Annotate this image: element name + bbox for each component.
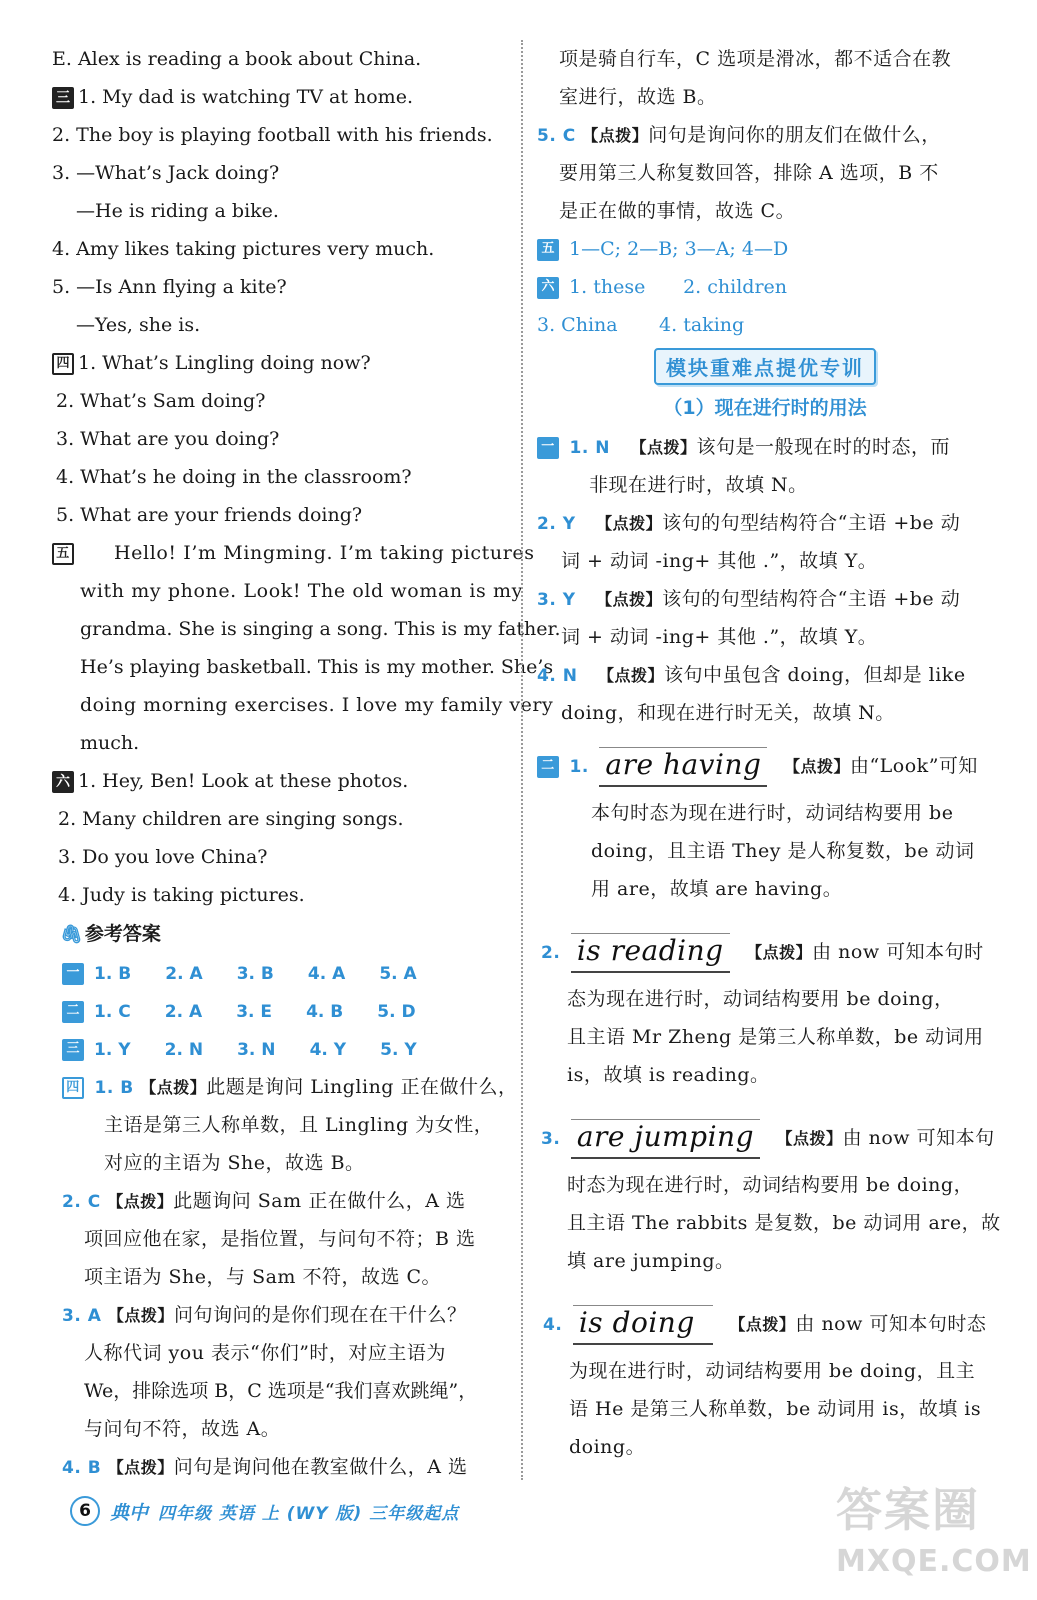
sec4-answer-2-cont: 项回应他在家，是指位置，与问句不符；B 选 [84, 1228, 476, 1250]
sec4-line-2: 2. What’s Sam doing? [56, 390, 266, 412]
sec4-answer-5: 5. C 【点拨】问句是询问你的朋友们在做什么， [537, 124, 941, 146]
sec4-answer-1-cont: 主语是第三人称单数，且 Lingling 为女性， [104, 1114, 494, 1136]
p2-item-4-cont: 语 He 是第三人称单数，be 动词用 is，故填 is [569, 1398, 982, 1420]
footer-title: 四年级 英语 上 (WY 版) 三年级起点 [158, 1503, 460, 1524]
right-column [537, 40, 1001, 1466]
sec3-line-3: 3. —What’s Jack doing? [52, 162, 280, 184]
sub-title: （1）现在进行时的用法 [663, 397, 867, 419]
p1-item-2-cont: 词 + 动词 -ing+ 其他 .”，故填 Y。 [561, 550, 878, 572]
sec4-answer-3: 3. A 【点拨】问句询问的是你们现在在干什么？ [62, 1304, 467, 1326]
sec4-answer-3-cont: 人称代词 you 表示“你们”时，对应主语为 [84, 1342, 446, 1364]
sec5-answer: 五 1—C; 2—B; 3—A; 4—D [537, 230, 993, 268]
p2-item-2-cont: is，故填 is reading。 [567, 1064, 770, 1086]
section-marker: 二 [537, 756, 559, 778]
p1-item-2: 2. Y 【点拨】该句的句型结构符合“主语 +be 动 [537, 512, 961, 534]
section-marker: 六 [52, 771, 74, 793]
watermark-logo: 答案圈 MXQE.COM [836, 1483, 1032, 1579]
paperclip-icon: 🖇 [60, 924, 83, 945]
sec6-answer-row-1: 六 1. these 2. children [537, 268, 993, 306]
p2-item-4-cont: 为现在进行时，动词结构要用 be doing，且主 [569, 1360, 976, 1382]
sec6-line-1: 六 1. Hey, Ben! Look at these photos. [52, 762, 514, 800]
sec4-line-1: 四 1. What’s Lingling doing now? [52, 344, 514, 382]
sec4-answer-1: 四 1. B 【点拨】此题是询问 Lingling 正在做什么， [52, 1068, 514, 1106]
p2-item-1-cont: 本句时态为现在进行时，动词结构要用 be [591, 802, 954, 824]
p2-item-4-cont: doing。 [569, 1436, 646, 1458]
sec5-line-5: doing morning exercises. I love my family very [80, 694, 554, 716]
section-marker: 一 [62, 963, 84, 985]
section-marker: 四 [62, 1077, 84, 1099]
sec3-line-6: 5. —Is Ann flying a kite? [52, 276, 287, 298]
sec5-line-6: much. [80, 732, 140, 754]
handwritten-answer: is reading [571, 933, 730, 973]
sec4-line-5: 5. What are your friends doing? [56, 504, 363, 526]
p2-item-4: 4. is doing 【点拨】由 now 可知本句时态 [537, 1296, 993, 1352]
sec3-line-5: 4. Amy likes taking pictures very much. [52, 238, 435, 260]
column-divider [521, 40, 523, 1480]
sec4-answer-5-cont: 要用第三人称复数回答，排除 A 选项，B 不 [559, 162, 939, 184]
p2-item-1-cont: doing，且主语 They 是人称复数，be 动词 [591, 840, 975, 862]
p2-item-1-cont: 用 are，故填 are having。 [591, 878, 843, 900]
section-marker: 五 [537, 239, 559, 261]
section-marker: 二 [62, 1001, 84, 1023]
p2-item-3-cont: 时态为现在进行时，动词结构要用 be doing， [567, 1174, 974, 1196]
section-marker: 三 [62, 1039, 84, 1061]
section-marker: 五 [52, 543, 74, 565]
p2-item-2-cont: 且主语 Mr Zheng 是第三人称单数，be 动词用 [567, 1026, 984, 1048]
sec4-answer-2-cont: 项主语为 She，与 Sam 不符，故选 C。 [84, 1266, 442, 1288]
sec3-line-4: —He is riding a bike. [76, 200, 279, 222]
p2-item-3-cont: 且主语 The rabbits 是复数，be 动词用 are，故 [567, 1212, 1001, 1234]
sec6-line-4: 4. Judy is taking pictures. [58, 884, 305, 906]
sec5-line-2: with my phone. Look! The old woman is my [80, 580, 523, 602]
p2-item-2: 2. is reading 【点拨】由 now 可知本句时 [537, 924, 993, 980]
p1-item-1-cont: 非现在进行时，故填 N。 [589, 474, 808, 496]
p1-item-1: 一 1. N 【点拨】该句是一般现在时的时态，而 [537, 428, 993, 466]
sec5-line-4: He’s playing basketball. This is my mother. She’s [80, 656, 554, 678]
page-footer [70, 1494, 459, 1528]
p2-item-2-cont: 态为现在进行时，动词结构要用 be doing， [567, 988, 954, 1010]
answer-row-1: 一 1. B 2. A 3. B 4. A 5. A [52, 954, 514, 992]
section-marker: 六 [537, 277, 559, 299]
sec6-line-3: 3. Do you love China? [58, 846, 268, 868]
sec3-line-1: 三 1. My dad is watching TV at home. [52, 78, 514, 116]
section-marker: 一 [537, 437, 559, 459]
sec6-answer-row-2: 3. China 4. taking [537, 314, 745, 336]
sec4-answer-3-cont: 与问句不符，故选 A。 [84, 1418, 281, 1440]
sec4-answer-4: 4. B 【点拨】问句是询问他在教室做什么，A 选 [62, 1456, 468, 1478]
sec4-answer-5-cont: 是正在做的事情，故选 C。 [559, 200, 796, 222]
sec4-answer-3-cont: We，排除选项 B，C 选项是“我们喜欢跳绳”， [84, 1380, 478, 1402]
continued-line: 室进行，故选 B。 [559, 86, 717, 108]
answer-row-3: 三 1. Y 2. N 3. N 4. Y 5. Y [52, 1030, 514, 1068]
sec6-line-2: 2. Many children are singing songs. [58, 808, 404, 830]
handwritten-answer: are jumping [571, 1119, 760, 1159]
p1-item-4-cont: doing，和现在进行时无关，故填 N。 [561, 702, 895, 724]
module-badge: 模块重难点提优专训 [537, 344, 993, 388]
p2-item-3-cont: 填 are jumping。 [567, 1250, 735, 1272]
answer-row-2: 二 1. C 2. A 3. E 4. B 5. D [52, 992, 514, 1030]
page-number: 6 [70, 1496, 100, 1526]
left-column [52, 40, 561, 1486]
sec4-answer-1-cont: 对应的主语为 She，故选 B。 [104, 1152, 365, 1174]
handwritten-answer: are having [599, 747, 767, 787]
handwritten-answer: is doing [573, 1305, 713, 1345]
p2-item-1: 二 1. are having 【点拨】由“Look”可知 [537, 738, 993, 794]
sec4-line-3: 3. What are you doing? [56, 428, 280, 450]
p1-item-3-cont: 词 + 动词 -ing+ 其他 .”，故填 Y。 [561, 626, 878, 648]
part-e-line: E. Alex is reading a book about China. [52, 48, 422, 70]
p2-item-3: 3. are jumping 【点拨】由 now 可知本句 [537, 1110, 993, 1166]
sec5-line-1: 五 Hello! I’m Mingming. I’m taking pictures [52, 534, 514, 572]
brand-logo: 典中 [110, 1501, 149, 1524]
p1-item-3: 3. Y 【点拨】该句的句型结构符合“主语 +be 动 [537, 588, 961, 610]
reference-answers-heading: 🖇 参考答案 [52, 914, 514, 954]
p1-item-4: 4. N 【点拨】该句中虽包含 doing，但却是 like [537, 664, 966, 686]
section-marker: 四 [52, 353, 74, 375]
sec4-line-4: 4. What’s he doing in the classroom? [56, 466, 412, 488]
continued-line: 项是骑自行车，C 选项是滑冰，都不适合在教 [559, 48, 952, 70]
sec3-line-7: —Yes, she is. [76, 314, 201, 336]
section-marker: 三 [52, 87, 74, 109]
sec3-line-2: 2. The boy is playing football with his friends. [52, 124, 493, 146]
sec4-answer-2: 2. C 【点拨】此题询问 Sam 正在做什么，A 选 [62, 1190, 466, 1212]
sec5-line-3: grandma. She is singing a song. This is my father. [80, 618, 561, 640]
